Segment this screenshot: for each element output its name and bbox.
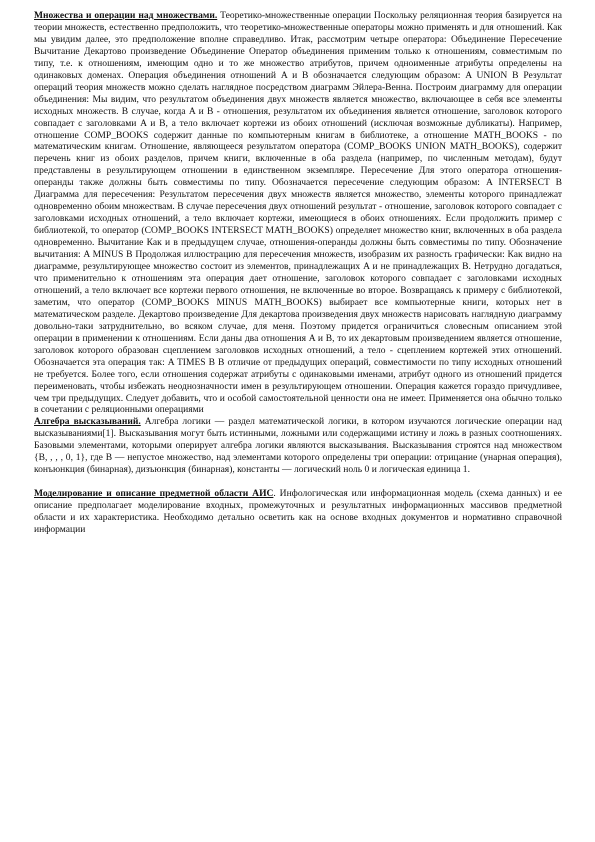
paragraph-domain-modeling: [34, 488, 562, 536]
text-domain-modeling: . Инфологическая или информационная модель (схема данных) и ее описание предполагает моделирование входных, промежуточных и результатных информационных массивов предметной области и их характеристика. Необходимо детально осветить как на основе входных документов и нормативно справочной информации: [34, 488, 562, 536]
paragraph-propositional-algebra: [34, 416, 562, 476]
text-propositional-algebra: Алгебра логики — раздел математической логики, в котором изучаются логические операции над высказываниями[1]. Высказывания могут быть истинными, ложными или содержащими истину и ложь в разных соотношениях. Базовыми элементами, которыми оперирует алгебра логики являются высказывания. Высказывания строятся над множеством {B, , , , 0, 1}, где B — непустое множество, над элементами которого определены три операции: отрицание (унарная операция), конъюнкция (бинарная), дизъюнкция (бинарная), константы — логический ноль 0 и логическая единица 1.: [34, 416, 562, 476]
document-page: [34, 10, 562, 835]
heading-propositional-algebra: Алгебра высказываний.: [34, 416, 141, 428]
heading-domain-modeling: Моделирование и описание предметной области АИС: [34, 488, 274, 500]
paragraph-sets-operations: [34, 10, 562, 416]
text-sets-operations: Теоретико-множественные операции Поскольку реляционная теория базируется на теории множеств, естественно предположить, что теоретико-множественные операторы можно применять и для отношений. Как мы увидим далее, это предположение вполне справедливо. Итак, рассмотрим четыре оператора: Объединение Пересечение Вычитание Декартово произведение Объединение Оператор объединения применим только к отношениям, совместимым по типу, т.е. к отношениям, имеющим одно и то же множество атрибутов, причем одноименные атрибуты определены на одинаковых доменах. Операция объединения отношений A и B обозначается следующим образом: A UNION B Результат операций теория множеств можно сделать наглядное посредством диаграмм Эйлера-Венна. Построим диаграмму для операции объединения: Мы видим, что результатом объединения двух множеств является множество, включающее в себя все элементы исходных множеств. В случае, когда A и B - отношения, результатом их объединения является отношение, заголовок которого совпадает с заголовками A и B, а тело включает кортежи из обоих отношений (исключая возможные дубликаты). Например, отношение COMP_BOOKS содержит данные по компьютерным книгам в библиотеке, а отношение MATH_BOOKS - по математическим книгам. Отношение, являющееся результатом оператора (COMP_BOOKS UNION MATH_BOOKS), содержит перечень книг из обоих разделов, причем книги, включенные в оба раздела (например, по численным методам), будут представлены в результирующем отношении в единственном экземпляре. Пересечение Для этого оператора отношения-операнды также должны быть совместимы по типу. Обозначается пересечение следующим образом: A INTERSECT B Диаграмма для пересечения: Результатом пересечения двух множеств является множество, элементы которого принадлежат одновременно обоим множествам. В случае пересечения двух отношений результат - отношение, заголовок которого совпадает с заголовками исходных отношений, а тело включает кортежи, имеющиеся в обоих отношениях. Если продолжить пример с библиотекой, то оператор (COMP_BOOKS INTERSECT MATH_BOOKS) определяет множество книг, включенных в оба раздела одновременно. Вычитание Как и в предыдущем случае, отношения-операнды должны быть совместимы по типу. Обозначение вычитания: A MINUS B Продолжая иллюстрацию для пересечения множеств, изобразим их разность графически: Как видно на диаграмме, результирующее множество состоит из элементов, принадлежащих A и не принадлежащих B. Нетрудно догадаться, что применительно к отношениям эта операция дает отношение, заголовок которого совпадает с заголовками исходных отношений, а тело включает все кортежи первого отношения, не включенные во второе. Возвращаясь к примеру с библиотекой, заметим, что оператор (COMP_BOOKS MINUS MATH_BOOKS) выбирает все компьютерные книги, которых нет в математическом разделе. Декартово произведение Для декартова произведения двух множеств нарисовать наглядную диаграмму довольно-таки затруднительно, во всяком случае, для меня. Поэтому придется ограничиться словесным описанием этой операции в применении к отношениям. Если даны два отношения A и B, то их декартовым произведением является отношение, заголовок которого образован сцеплением заголовков исходных отношений, а тело - сцеплением кортежей этих отношений. Обозначается эта операция так: A TIMES B В отличие от предыдущих операций, совместимости по типу исходных отношений не требуется. Более того, если отношения содержат атрибуты с одинаковыми именами, атрибут одного из отношений придется переименовать, чтобы избежать неоднозначности имен в результирующем отношении. Операция кажется гораздо причудливее, чем три предыдущих. Следует добавить, что и особой самостоятельной ценности она не имеет. Применяется она обычно только в сочетании с реляционными операциями: [34, 10, 562, 416]
heading-sets-operations: Множества и операции над множествами.: [34, 10, 218, 21]
paragraph-gap: [34, 476, 562, 488]
